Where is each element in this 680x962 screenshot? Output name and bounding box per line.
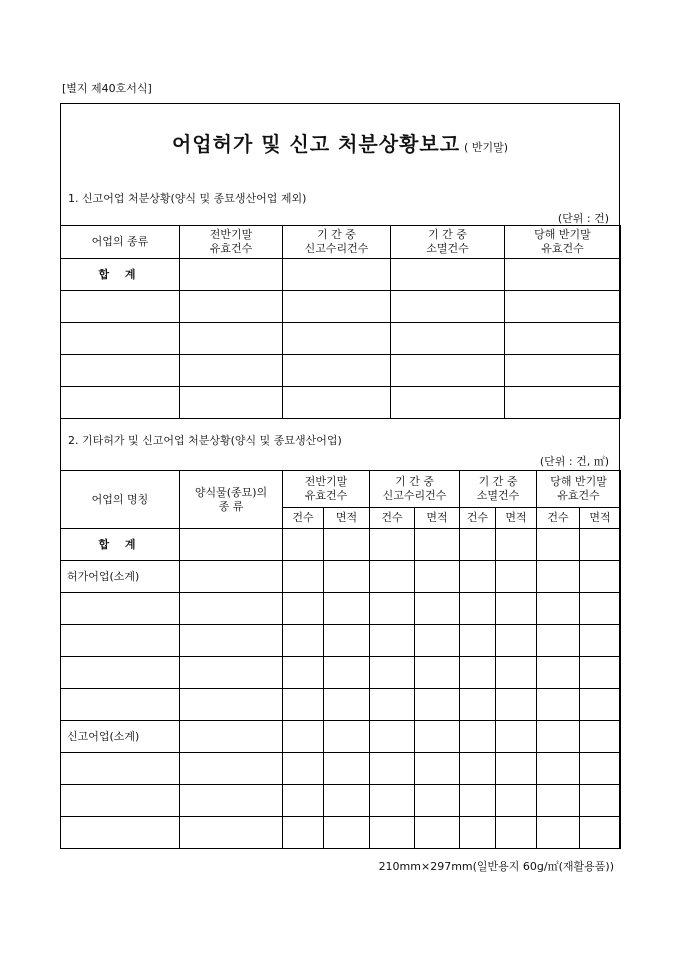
cell[interactable] <box>180 291 283 323</box>
cell[interactable] <box>61 689 180 721</box>
cell[interactable] <box>370 529 415 561</box>
table-row <box>61 689 621 721</box>
cell[interactable] <box>537 817 580 849</box>
s2-permit-subtotal: 허가어업(소계) <box>61 561 180 593</box>
table-row <box>61 817 621 849</box>
cell[interactable] <box>370 817 415 849</box>
cell[interactable] <box>283 785 324 817</box>
s1-col-prev: 전반기말 유효건수 <box>180 226 283 259</box>
cell[interactable] <box>496 593 537 625</box>
cell[interactable] <box>61 323 180 355</box>
s2-sub-area: 면적 <box>415 508 460 529</box>
cell[interactable] <box>324 689 370 721</box>
cell[interactable] <box>460 625 496 657</box>
cell[interactable] <box>537 689 580 721</box>
cell[interactable] <box>180 785 283 817</box>
cell[interactable] <box>391 355 505 387</box>
cell[interactable] <box>324 561 370 593</box>
cell[interactable] <box>180 593 283 625</box>
cell[interactable] <box>283 625 324 657</box>
cell[interactable] <box>61 817 180 849</box>
cell[interactable] <box>61 753 180 785</box>
cell[interactable] <box>283 657 324 689</box>
section1-heading: 1. 신고어업 처분상황(양식 및 종묘생산어업 제외) <box>68 192 307 205</box>
cell[interactable] <box>580 753 621 785</box>
cell[interactable] <box>537 721 580 753</box>
cell[interactable] <box>324 817 370 849</box>
paper-spec: 210mm×297mm(일반용지 60g/㎡(재활용품)) <box>378 860 614 873</box>
title-text: 어업허가 및 신고 처분상황보고 <box>171 132 461 156</box>
table-row <box>61 355 621 387</box>
cell[interactable] <box>180 529 283 561</box>
cell[interactable] <box>580 657 621 689</box>
section1-header-row <box>61 226 621 259</box>
cell[interactable] <box>460 817 496 849</box>
cell[interactable] <box>415 753 460 785</box>
cell[interactable] <box>415 529 460 561</box>
cell[interactable] <box>61 593 180 625</box>
table-row <box>61 753 621 785</box>
cell[interactable] <box>505 355 621 387</box>
cell[interactable] <box>496 657 537 689</box>
section2-table <box>60 470 621 849</box>
cell[interactable] <box>180 259 283 291</box>
cell[interactable] <box>460 593 496 625</box>
cell[interactable] <box>505 291 621 323</box>
cell[interactable] <box>180 625 283 657</box>
cell[interactable] <box>283 529 324 561</box>
cell[interactable] <box>61 785 180 817</box>
s1-col-type: 어업의 종류 <box>61 226 180 259</box>
s2-group-expired: 기 간 중 소멸건수 <box>460 471 537 508</box>
s1-col-accepted: 기 간 중 신고수리건수 <box>283 226 391 259</box>
cell[interactable] <box>391 387 505 419</box>
cell[interactable] <box>180 387 283 419</box>
cell[interactable] <box>283 721 324 753</box>
form-number: [별지 제40호서식] <box>62 82 152 95</box>
s2-group-prev: 전반기말 유효건수 <box>283 471 370 508</box>
cell[interactable] <box>283 387 391 419</box>
s2-col-species: 양식물(종묘)의 종 류 <box>180 471 283 529</box>
cell[interactable] <box>283 593 324 625</box>
table-row <box>61 785 621 817</box>
s1-col-current: 당해 반기말 유효건수 <box>505 226 621 259</box>
table-row <box>61 625 621 657</box>
cell[interactable] <box>496 817 537 849</box>
s1-col-expired: 기 간 중 소멸건수 <box>391 226 505 259</box>
s2-col-name: 어업의 명칭 <box>61 471 180 529</box>
section2-header-row <box>61 471 621 508</box>
cell[interactable] <box>580 785 621 817</box>
cell[interactable] <box>415 689 460 721</box>
cell[interactable] <box>180 561 283 593</box>
cell[interactable] <box>324 593 370 625</box>
s2-total-label: 합 계 <box>61 529 180 561</box>
s2-sub-area: 면적 <box>496 508 537 529</box>
cell[interactable] <box>324 529 370 561</box>
cell[interactable] <box>415 593 460 625</box>
cell[interactable] <box>283 355 391 387</box>
s2-group-accepted: 기 간 중 신고수리건수 <box>370 471 460 508</box>
cell[interactable] <box>537 561 580 593</box>
cell[interactable] <box>505 259 621 291</box>
table-row <box>61 291 621 323</box>
cell[interactable] <box>370 657 415 689</box>
cell[interactable] <box>391 259 505 291</box>
cell[interactable] <box>283 561 324 593</box>
cell[interactable] <box>324 753 370 785</box>
cell[interactable] <box>283 817 324 849</box>
cell[interactable] <box>370 721 415 753</box>
cell[interactable] <box>537 625 580 657</box>
cell[interactable] <box>370 689 415 721</box>
section1-table <box>60 225 621 419</box>
cell[interactable] <box>61 291 180 323</box>
cell[interactable] <box>580 817 621 849</box>
cell[interactable] <box>460 753 496 785</box>
cell[interactable] <box>180 817 283 849</box>
cell[interactable] <box>580 721 621 753</box>
cell[interactable] <box>580 593 621 625</box>
cell[interactable] <box>580 529 621 561</box>
cell[interactable] <box>324 785 370 817</box>
s1-total-label: 합 계 <box>61 259 180 291</box>
cell[interactable] <box>283 291 391 323</box>
form-frame <box>60 103 620 849</box>
s2-report-subtotal: 신고어업(소계) <box>61 721 180 753</box>
cell[interactable] <box>496 721 537 753</box>
cell[interactable] <box>537 657 580 689</box>
form-title <box>61 128 619 157</box>
cell[interactable] <box>580 625 621 657</box>
cell[interactable] <box>415 721 460 753</box>
cell[interactable] <box>180 355 283 387</box>
cell[interactable] <box>505 323 621 355</box>
cell[interactable] <box>460 561 496 593</box>
table-row <box>61 323 621 355</box>
cell[interactable] <box>180 721 283 753</box>
cell[interactable] <box>370 625 415 657</box>
s2-sub-area: 면적 <box>324 508 370 529</box>
table-row <box>61 387 621 419</box>
cell[interactable] <box>580 561 621 593</box>
cell[interactable] <box>496 561 537 593</box>
s2-sub-count: 건수 <box>283 508 324 529</box>
table-row <box>61 561 621 593</box>
cell[interactable] <box>460 785 496 817</box>
cell[interactable] <box>580 689 621 721</box>
cell[interactable] <box>415 657 460 689</box>
cell[interactable] <box>505 387 621 419</box>
table-row <box>61 259 621 291</box>
title-sub: ( 반기말) <box>464 141 509 154</box>
cell[interactable] <box>180 657 283 689</box>
cell[interactable] <box>496 529 537 561</box>
section1-unit: (단위 : 건) <box>557 212 609 225</box>
table-row <box>61 721 621 753</box>
cell[interactable] <box>496 753 537 785</box>
section2-unit: (단위 : 건, ㎡) <box>539 455 609 468</box>
cell[interactable] <box>537 593 580 625</box>
table-row <box>61 529 621 561</box>
cell[interactable] <box>370 561 415 593</box>
cell[interactable] <box>283 753 324 785</box>
cell[interactable] <box>61 387 180 419</box>
cell[interactable] <box>61 657 180 689</box>
cell[interactable] <box>283 259 391 291</box>
cell[interactable] <box>324 625 370 657</box>
cell[interactable] <box>415 625 460 657</box>
cell[interactable] <box>61 625 180 657</box>
table-row <box>61 593 621 625</box>
cell[interactable] <box>180 689 283 721</box>
cell[interactable] <box>537 785 580 817</box>
cell[interactable] <box>496 785 537 817</box>
cell[interactable] <box>415 561 460 593</box>
s2-sub-count: 건수 <box>537 508 580 529</box>
cell[interactable] <box>460 721 496 753</box>
table-row <box>61 657 621 689</box>
section2-heading: 2. 기타허가 및 신고어업 처분상황(양식 및 종묘생산어업) <box>68 434 342 447</box>
cell[interactable] <box>61 355 180 387</box>
cell[interactable] <box>391 323 505 355</box>
cell[interactable] <box>460 529 496 561</box>
s2-sub-area: 면적 <box>580 508 621 529</box>
cell[interactable] <box>283 689 324 721</box>
cell[interactable] <box>180 323 283 355</box>
cell[interactable] <box>324 721 370 753</box>
s2-sub-count: 건수 <box>460 508 496 529</box>
cell[interactable] <box>370 593 415 625</box>
s2-sub-count: 건수 <box>370 508 415 529</box>
cell[interactable] <box>415 817 460 849</box>
cell[interactable] <box>391 291 505 323</box>
cell[interactable] <box>415 785 460 817</box>
s2-group-current: 당해 반기말 유효건수 <box>537 471 621 508</box>
cell[interactable] <box>460 657 496 689</box>
cell[interactable] <box>537 753 580 785</box>
cell[interactable] <box>370 753 415 785</box>
cell[interactable] <box>496 625 537 657</box>
cell[interactable] <box>537 529 580 561</box>
cell[interactable] <box>283 323 391 355</box>
cell[interactable] <box>496 689 537 721</box>
cell[interactable] <box>460 689 496 721</box>
cell[interactable] <box>370 785 415 817</box>
cell[interactable] <box>180 753 283 785</box>
cell[interactable] <box>324 657 370 689</box>
